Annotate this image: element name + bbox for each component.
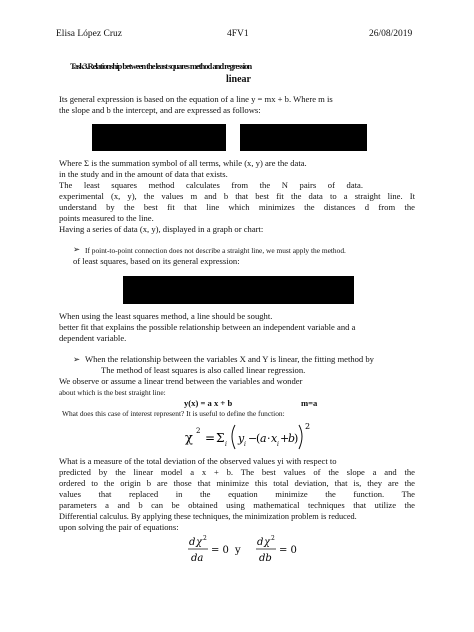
para2-line-1: When using the least squares method, a line should be sought. [59,311,273,321]
para4-line-4: values that replaced in the equation minimize the function. The [59,489,415,499]
intro-line-2: the slope and b the intercept, and are expressed as follows: [59,105,261,115]
bullet2-line-2: The method of least squares is also called linear regression. [101,365,306,375]
para1-line-2: in the study and in the amount of data that exists. [59,169,228,179]
chi-exp-b: 2 [271,535,275,542]
para2-line-3: dependent variable. [59,333,127,343]
chi-numerator-a: χ [196,537,203,548]
para1-line-4: experimental (x, y), the values m and b that best fit the data to a straight line. It [59,191,415,201]
db-denominator: db [259,553,272,564]
close-paren: ) [294,432,299,445]
equals-zero-a: = 0 [211,545,229,556]
para4-line-1: What is a measure of the total deviation of the observed values yi with respect to [59,456,337,466]
para1-line-5: understand by the best fit that line which minimizes the distances d from the [59,202,415,212]
redacted-formula-left [92,124,226,151]
minus-sign: − [248,432,258,445]
chi-numerator-b: χ [264,537,271,548]
slope-equals-a: m=a [301,398,318,408]
da-denominator: da [191,553,204,564]
x-variable: x [271,432,278,445]
para3-line-2: about which is the best straight line: [59,388,166,397]
equals-sign: = [205,431,216,445]
para4-line-2: predicted by the linear model a x + b. The best values of the slope a and the [59,467,415,477]
title-line-2: linear [226,74,251,85]
b-variable: b [288,432,296,445]
para1-line-3: The least squares method calculates from the N pairs of data. [59,180,363,190]
a-variable: a [260,432,267,445]
linear-model-equation: y(x) = a x + b [184,398,233,408]
para4-line-5: parameters a and b can be obtained using mathematical techniques that utilize the [59,500,415,510]
header-group: 4FV1 [227,29,249,39]
y-variable: y [238,432,245,445]
para4-line-7: upon solving the pair of equations: [59,522,179,532]
redacted-formula-right [240,124,367,151]
outer-exponent: 2 [305,422,311,431]
plus-sign: + [280,432,290,445]
x-index: i [277,441,279,448]
d-numerator-b: d [257,537,264,548]
y-index: i [244,441,246,448]
bullet1-line-2: of least squares, based on its general expression: [73,256,240,266]
para1-line-6: points measured to the line. [59,213,154,223]
sigma-index: i [225,441,227,448]
bullet1-line-1: If point-to-point connection does not describe a straight line, we must apply the method. [85,246,346,255]
para3-line-1: We observe or assume a linear trend between the variables and wonder [59,376,303,386]
chi-symbol: χ [185,431,193,446]
para1-line-1: Where Σ is the summation symbol of all terms, while (x, y) are the data. [59,158,307,168]
bullet2-line-1: When the relationship between the variables X and Y is linear, the fitting method by [85,354,374,364]
bullet-arrow-icon: ➢ [73,244,81,254]
conjunction-y: y [235,545,241,556]
derivative-equations [186,532,298,566]
intro-line-1: Its general expression is based on the equation of a line y = mx + b. Where m is [59,94,333,104]
sigma-symbol: Σ [216,431,225,445]
dot-operator: · [267,432,271,445]
header-author: Elisa López Cruz [56,29,122,39]
equals-zero-b: = 0 [279,545,297,556]
title-line-1: Task3.Relationship between the least squares method and regression [70,61,252,71]
chi-squared-formula [185,419,315,453]
bullet-arrow-icon-2: ➢ [73,354,81,364]
chi-exponent: 2 [196,427,201,435]
right-big-paren [299,425,302,449]
para2-line-2: better fit that explains the possible relationship between an independent variable and a [59,322,356,332]
header-date: 26/08/2019 [369,29,413,39]
redacted-general-expression [123,276,354,304]
para3-question: What does this case of interest represent? It is useful to define the function: [62,409,285,418]
d-numerator-a: d [189,537,196,548]
chi-exp-a: 2 [203,535,207,542]
para4-line-6: Differential calculus. By applying these techniques, the minimization problem is reduced. [59,512,357,521]
left-big-paren [232,425,235,449]
para1-line-7: Having a series of data (x, y), displayed in a graph or chart: [59,224,264,234]
para4-line-3: ordered to the origin b are those that minimize this total deviation, that is, they are the [59,478,415,488]
open-paren: ( [256,432,261,445]
